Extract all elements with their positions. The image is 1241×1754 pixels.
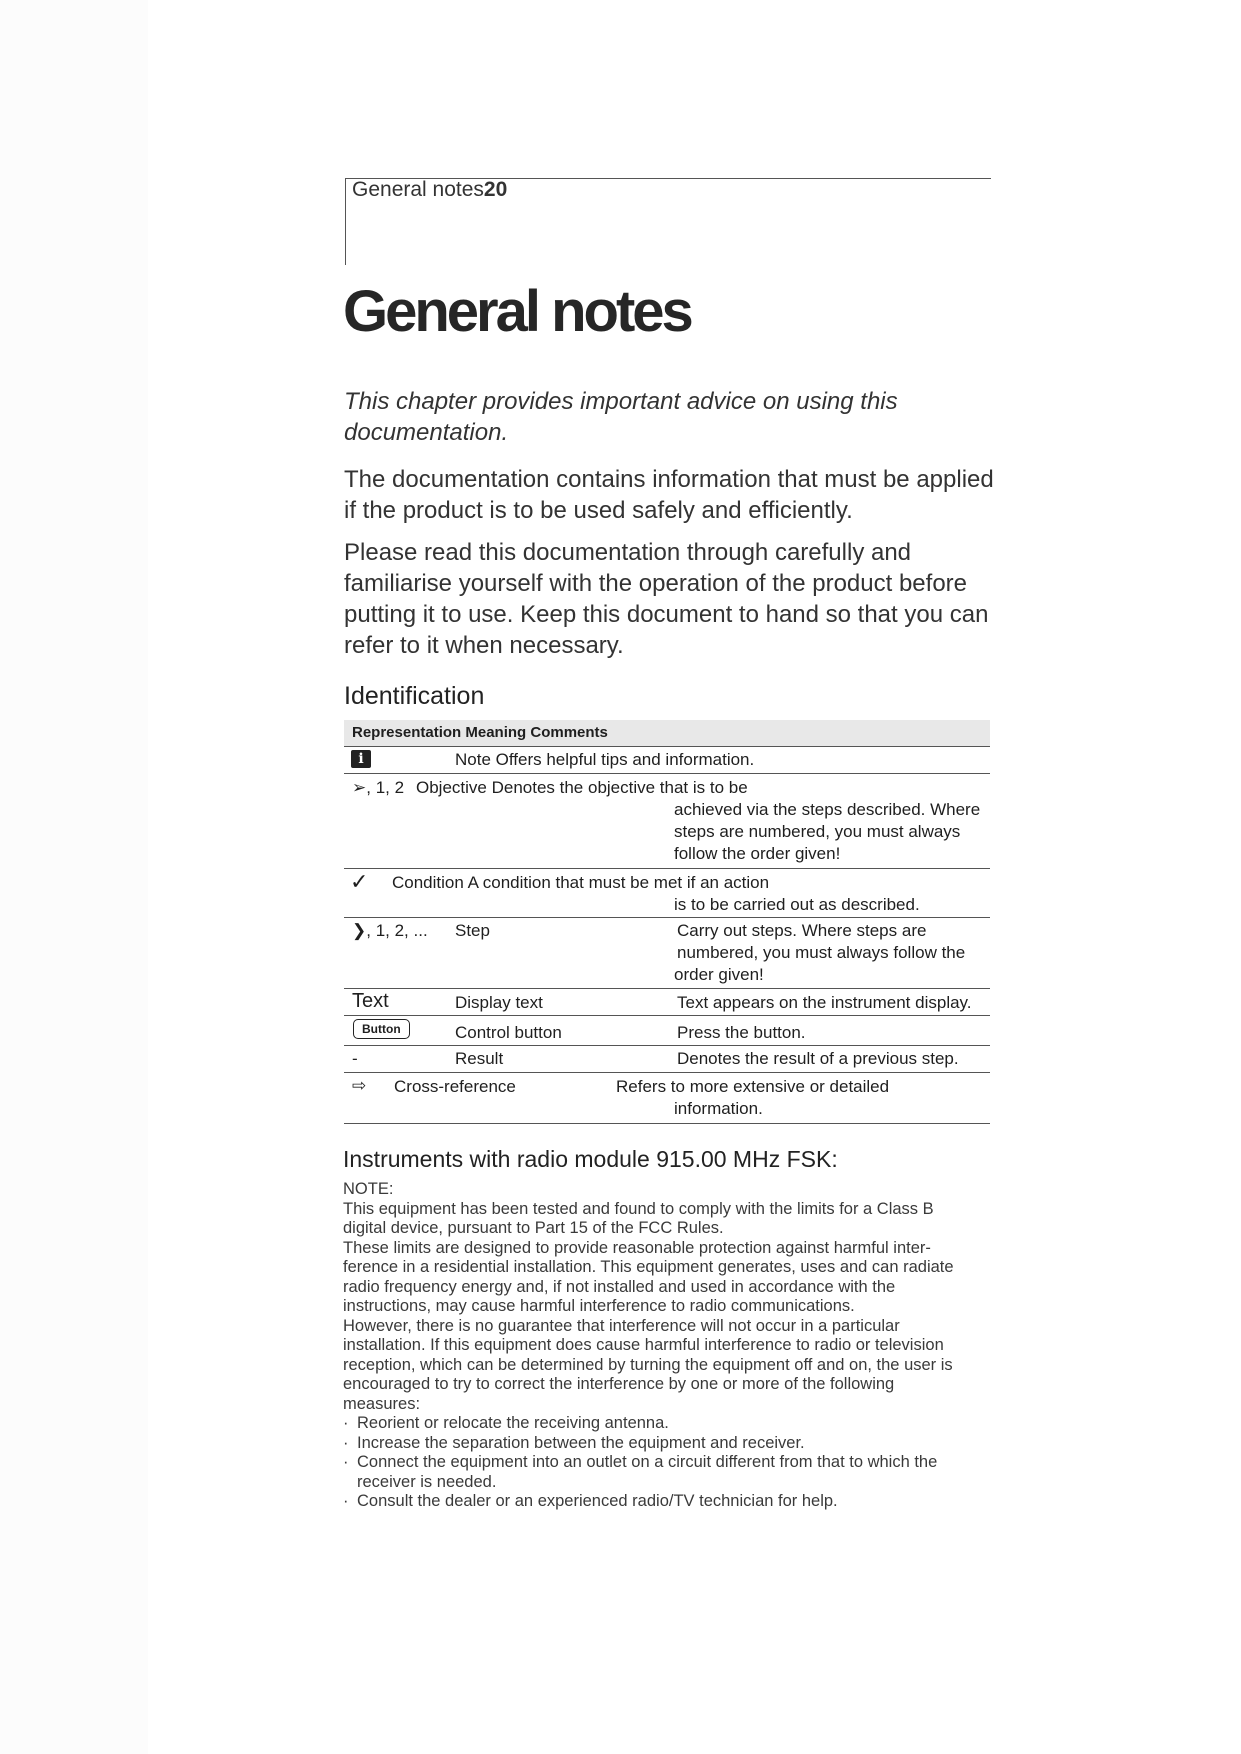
row-meaning: Display text: [455, 993, 543, 1012]
paragraph-1: The documentation contains information that must be applied if the product is to be used safely and efficiently.: [344, 466, 994, 524]
fcc-line: radio frequency energy and, if not installed and used in accordance with the: [343, 1277, 896, 1296]
identification-heading: Identification: [344, 682, 485, 710]
table-row: [344, 1046, 990, 1073]
row-meaning: Result: [455, 1049, 504, 1068]
table-row: [344, 747, 990, 774]
running-header: [352, 178, 507, 202]
row-meaning: Cross-reference: [394, 1077, 516, 1096]
result-symbol: -: [352, 1049, 358, 1068]
page-title: General notes: [343, 279, 691, 344]
list-item: · Increase the separation between the equipment and receiver.: [343, 1434, 993, 1454]
list-item: · Consult the dealer or an experienced radio/TV technician for help.: [343, 1492, 993, 1512]
row-comment: Refers to more extensive or detailed: [616, 1077, 890, 1096]
table-header: Representation Meaning Comments: [344, 720, 990, 747]
row-comment: numbered, you must always follow the: [677, 943, 966, 962]
row-text: Objective Denotes the objective that is to be: [416, 778, 748, 797]
display-text-symbol: Text: [352, 990, 389, 1012]
table-row: [344, 918, 990, 989]
row-meaning: Step: [455, 921, 490, 940]
row-comment-cont: information.: [674, 1099, 763, 1118]
table-row: [344, 1016, 990, 1046]
list-item: · Reorient or relocate the receiving antenna.: [343, 1414, 993, 1434]
row-text-cont: steps are numbered, you must always: [674, 822, 961, 841]
row-comment: Text appears on the instrument display.: [677, 993, 972, 1012]
chapter-intro: This chapter provides important advice on using this documentation.: [344, 388, 898, 446]
note-label: NOTE:: [343, 1180, 394, 1198]
table-row: [344, 1073, 990, 1124]
identification-table: [344, 720, 990, 1124]
cross-reference-icon: ⇨: [352, 1076, 367, 1095]
header-section: General notes: [352, 178, 484, 201]
table-row: [344, 989, 990, 1016]
row-comment: Denotes the result of a previous step.: [677, 1049, 959, 1068]
fcc-note: [343, 1180, 993, 1512]
row-text-cont: is to be carried out as described.: [674, 895, 920, 914]
measures-list: [343, 1414, 993, 1512]
button-symbol-icon: Button: [353, 1019, 410, 1039]
table-row: [344, 869, 990, 918]
paragraph-2: Please read this documentation through carefully and familiarise yourself with the operation of the product before putting it to use. Keep this document to hand so that you can refer to it when necessary.: [344, 539, 989, 659]
fcc-line: measures:: [343, 1394, 421, 1413]
fcc-line: However, there is no guarantee that interference will not occur in a particular: [343, 1316, 900, 1335]
list-item: · Connect the equipment into an outlet on a circuit different from that to which the receiver is needed.: [343, 1453, 993, 1492]
row-comment: Press the button.: [677, 1023, 806, 1042]
fcc-line: installation. If this equipment does cause harmful interference to radio or television: [343, 1336, 944, 1354]
info-icon: i: [351, 750, 371, 768]
row-text: Note Offers helpful tips and information.: [455, 750, 755, 769]
fcc-line: instructions, may cause harmful interference to radio communications.: [343, 1297, 855, 1315]
step-symbol: ❯, 1, 2, ...: [352, 921, 428, 940]
fcc-line: These limits are designed to provide reasonable protection against harmful inter-: [343, 1238, 931, 1257]
checkmark-icon: ✓: [350, 869, 369, 894]
page-margin-shade: [0, 0, 148, 1754]
fcc-line: encouraged to try to correct the interference by one or more of the following: [343, 1375, 895, 1393]
table-row: [344, 774, 990, 869]
fcc-line: ference in a residential installation. This equipment generates, uses and can radiate: [343, 1258, 954, 1276]
row-text-cont: achieved via the steps described. Where: [674, 800, 981, 819]
fcc-line: digital device, pursuant to Part 15 of the FCC Rules.: [343, 1219, 724, 1237]
header-page-number: 20: [483, 178, 508, 201]
fcc-title: Instruments with radio module 915.00 MHz FSK:: [343, 1146, 838, 1172]
row-text-cont: follow the order given!: [674, 844, 841, 863]
objective-symbol: ➢, 1, 2: [352, 778, 405, 797]
row-meaning: Control button: [455, 1023, 562, 1042]
row-comment: order given!: [674, 965, 764, 984]
row-text: Condition A condition that must be met if an action: [392, 873, 770, 892]
fcc-line: reception, which can be determined by turning the equipment off and on, the user is: [343, 1355, 953, 1374]
fcc-line: This equipment has been tested and found to comply with the limits for a Class B: [343, 1199, 934, 1218]
row-comment: Carry out steps. Where steps are: [677, 921, 927, 940]
